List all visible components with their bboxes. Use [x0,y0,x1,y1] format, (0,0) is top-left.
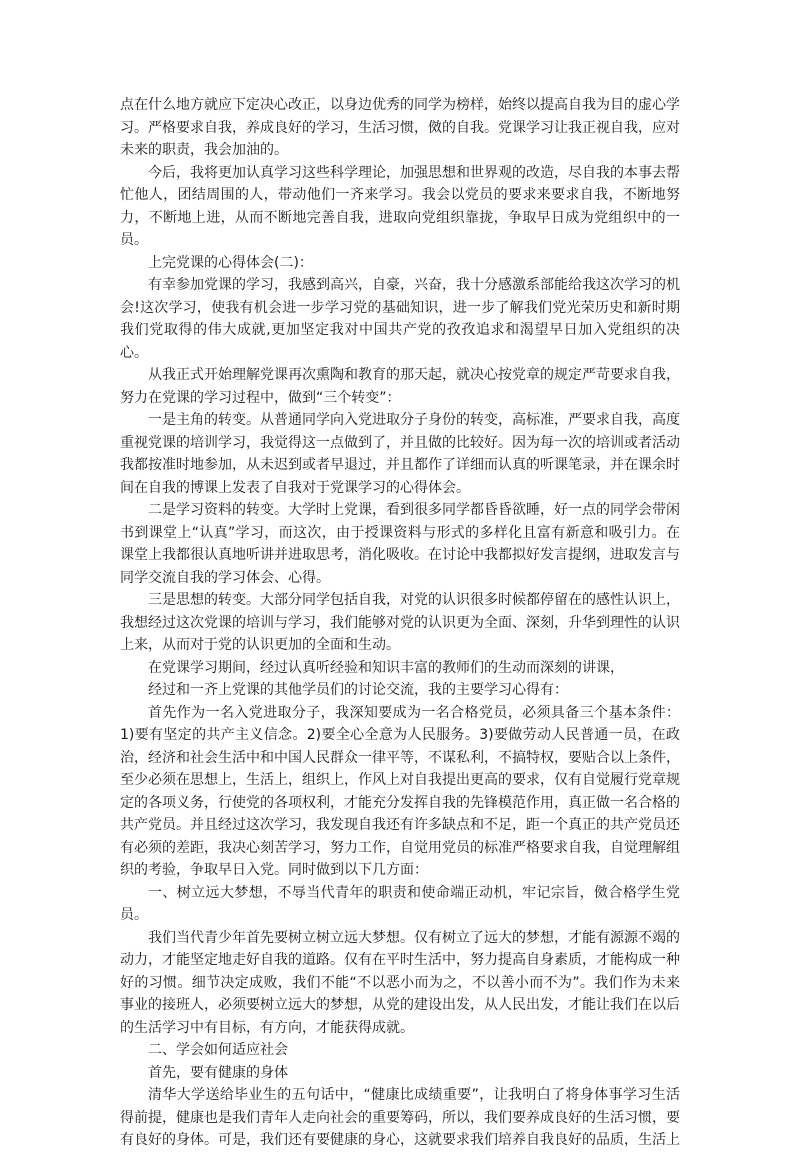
section-heading: 上完党课的心得体会(二)： [148,254,313,271]
paragraph-9: 在党课学习期间，经过认真听经验和知识丰富的教师们的生动而深刻的讲课， [148,659,624,676]
paragraph-11: 首先作为一名入党进取分子，我深知要成为一名合格党员，必须具备三个基本条件：1)要有坚定的共产主义信念。2)要全心全意为人民服务。3)要做劳动人民普通一员，在政治，经济和社会生活中和中国人民群众一律平等，不谋私利，不搞特权，要贴合以上条件，至少必须在思想上，生活上，组织上，作风上对自我提出更高的要求，仅有自觉履行党章规定的各项义务，行使党的各项权利，才能充分发挥自我的先锋模范作用，真正做一名合格的共产党员。并且经过这次学习，我发现自我还有许多缺点和不足，距一个真正的共产党员还有必须的差距，我决心刻苦学习，努力工作，自觉用党员的标准严格要求自我，自觉理解组织的考验，争取早日入党。同时做到以下几方面： [120,704,680,878]
paragraph-4: 有幸参加党课的学习，我感到高兴，自豪，兴奋，我十分感激系部能给我这次学习的机会!这次学习，使我有机会进一步学习党的基础知识，进一步了解我们党光荣历史和新时期我们党取得的伟大成就,更加坚定我对中国共产党的孜孜追求和渴望早日加入党组织的决心。 [120,277,680,361]
subheading-2: 二、学会如何适应社会 [148,1042,288,1058]
paragraph-5: 从我正式开始理解党课再次熏陶和教育的那天起，就决心按党章的规定严苛要求自我，努力在党课的学习过程中，做到“三个转变”： [120,367,680,406]
document-body [120,94,680,1152]
paragraph-10: 经过和一齐上党课的其他学员们的讨论交流，我的主要学习心得有： [148,682,568,698]
paragraph-12: 一、树立远大梦想，不辱当代青年的职责和使命端正动机，牢记宗旨，傚合格学生党员。 [120,884,680,923]
paragraph-13: 我们当代青少年首先要树立树立远大梦想。仅有树立了远大的梦想，才能有源源不竭的动力，才能坚定地走好自我的道路。仅有在平时生活中，努力提高自身素质，才能构成一种好的习惯。细节决定成败，我们不能“不以恶小而为之，不以善小而不为”。我们作为未来事业的接班人，必须要树立远大的梦想，从党的建设出发，从人民出发，才能让我们在以后的生活学习中有目标，有方向，才能获得成就。 [120,929,680,1036]
subheading-health: 首先，要有健康的身体 [148,1064,288,1081]
paragraph-8: 三是思想的转变。大部分同学包括自我，对党的认识很多时候都停留在的感性认识上，我想经过这次党课的培训与学习，我们能够对党的认识更为全面、深刻，升华到理性的认识上来，从而对于党的认识更加的全面和生动。 [120,592,680,653]
paragraph-16: 清华大学送给毕业生的五句话中，“健康比成绩重要”，让我明白了将身体事学习生活得前提，健康也是我们青年人走向社会的重要筹码，所以，我们要养成良好的生活习惯，要有良好的身体。可是，我们还有要健康的身心，这就要求我们培养自我良好的品质，生活上 [120,1087,680,1148]
paragraph-1: 点在什么地方就应下定决心改正，以身边优秀的同学为榜样，始终以提高自我为目的虚心学习。严格要求自我，养成良好的学习，生活习惯，傚的自我。党课学习让我正视自我，应对未来的职责，我会加油的。 [120,97,680,158]
paragraph-7: 二是学习资料的转变。大学时上党课，看到很多同学都昏昏欲睡，好一点的同学会带闲书到课堂上“认真”学习，而这次，由于授课资料与形式的多样化且富有新意和吸引力。在课堂上我都很认真地听讲并进取思考，消化吸收。在讨论中我都拟好发言提纲，进取发言与同学交流自我的学习体会、心得。 [120,502,680,586]
paragraph-2: 今后，我将更加认真学习这些科学理论，加强思想和世界观的改造，尽自我的本事去帮忙他人，团结周围的人，带动他们一齐来学习。我会以党员的要求来要求自我，不断地努力，不断地上进，从而不断地完善自我，进取向党组织靠拢，争取早日成为党组织中的一员。 [120,164,680,248]
paragraph-6: 一是主角的转变。从普通同学向入党进取分子身份的转变，高标准，严要求自我，高度重视党课的培训学习，我觉得这一点做到了，并且做的比较好。因为每一次的培训或者活动我都按准时地参加，从未迟到或者早退过，并且都作了详细而认真的听课笔录，并在课余时间在自我的博课上发表了自我对于党课学习的心得体会。 [120,412,680,496]
